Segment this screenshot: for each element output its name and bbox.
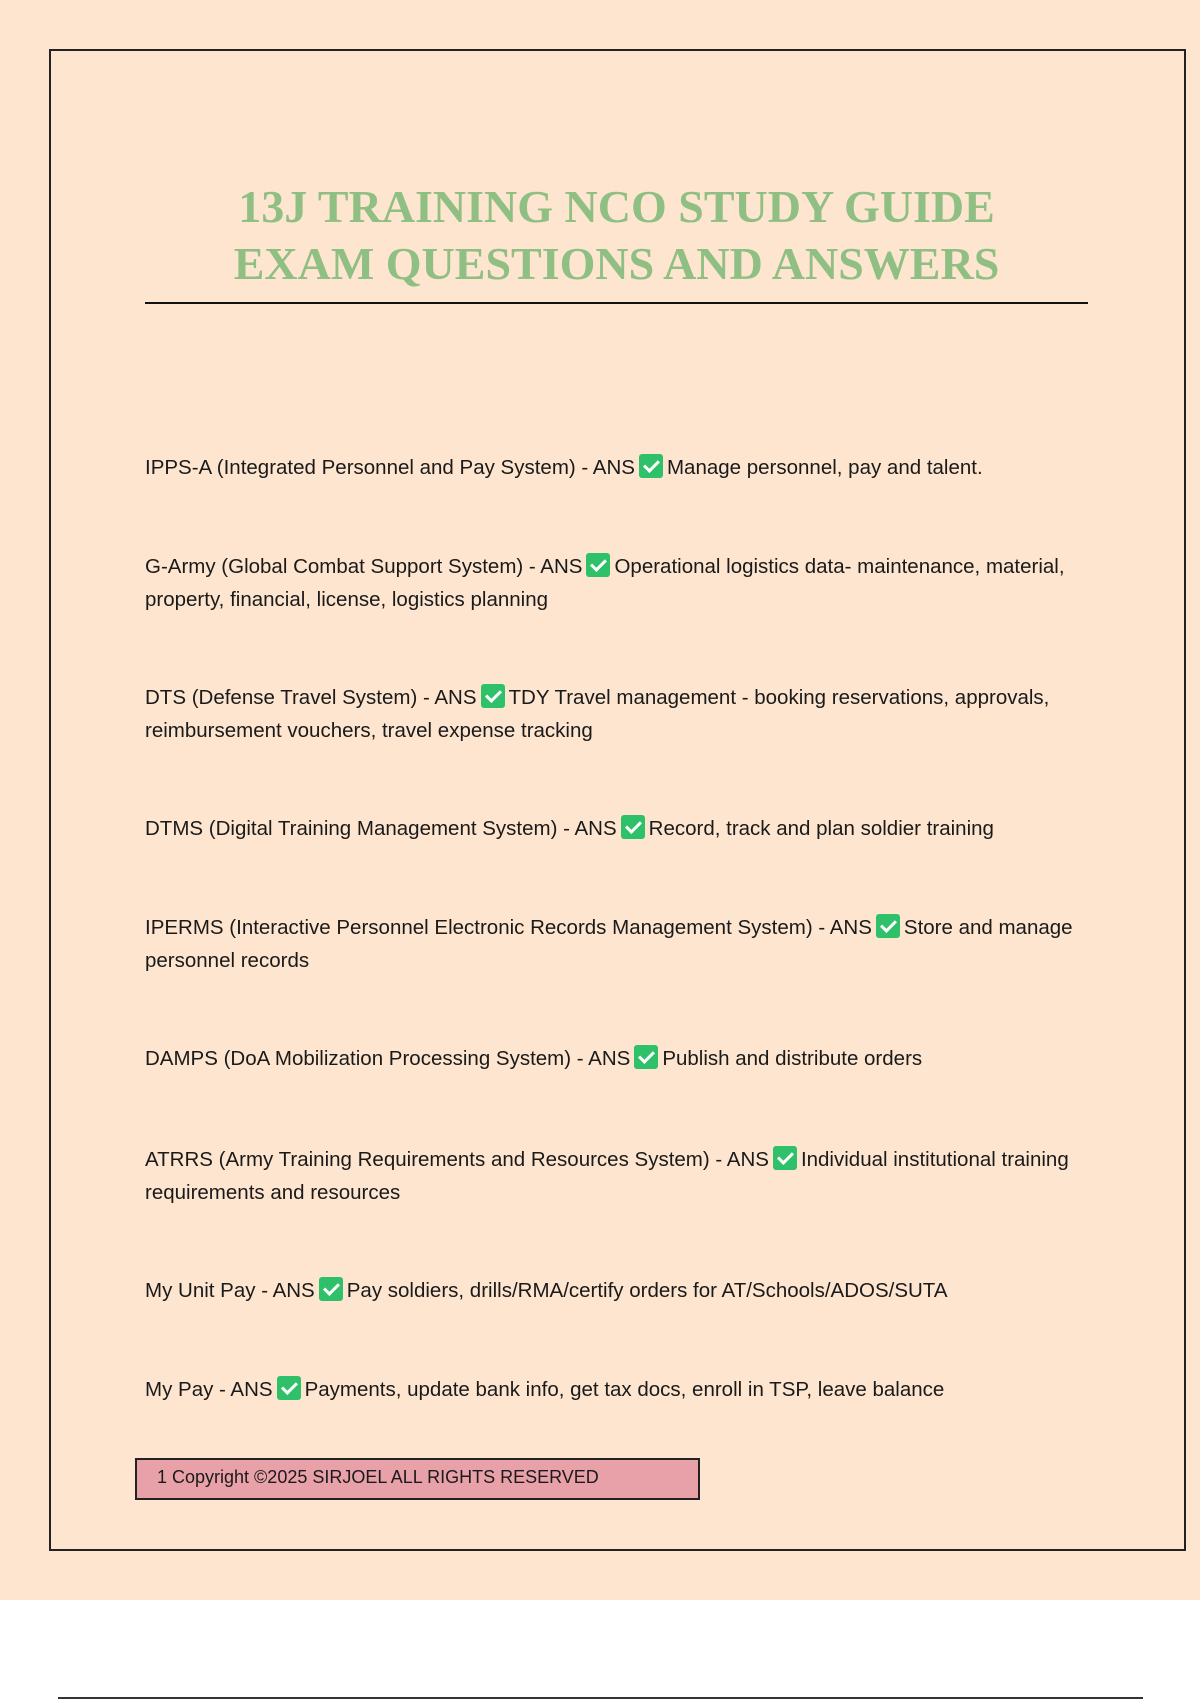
check-mark-icon: [481, 684, 505, 708]
page-bottom-divider: [58, 1697, 1143, 1699]
qa-question: IPPS-A (Integrated Personnel and Pay System) - ANS: [145, 456, 635, 479]
qa-item: [145, 1042, 1085, 1075]
qa-answer: TDY Travel management - booking reservations, approvals, reimbursement vouchers, travel expense tracking: [145, 686, 1050, 742]
qa-item: [145, 550, 1085, 616]
qa-question: IPERMS (Interactive Personnel Electronic Records Management System) - ANS: [145, 916, 872, 939]
qa-answer: Publish and distribute orders: [662, 1047, 923, 1070]
qa-item: [145, 451, 1085, 484]
check-mark-icon: [639, 454, 663, 478]
qa-item: [145, 911, 1085, 977]
qa-answer: Individual institutional training requirements and resources: [145, 1148, 1069, 1204]
qa-item: [145, 1373, 1085, 1406]
qa-question: DTMS (Digital Training Management System) - ANS: [145, 817, 617, 840]
title-line-1: 13J TRAINING NCO STUDY GUIDE: [238, 181, 995, 232]
check-mark-icon: [319, 1277, 343, 1301]
qa-answer: Record, track and plan soldier training: [648, 817, 994, 840]
qa-answer: Pay soldiers, drills/RMA/certify orders for AT/Schools/ADOS/SUTA: [346, 1279, 948, 1302]
title-underline: [145, 302, 1088, 304]
qa-question: My Pay - ANS: [145, 1378, 273, 1401]
check-mark-icon: [634, 1045, 658, 1069]
qa-question: G-Army (Global Combat Support System) - ANS: [145, 555, 583, 578]
check-mark-icon: [277, 1376, 301, 1400]
qa-question: DTS (Defense Travel System) - ANS: [145, 686, 477, 709]
qa-question: ATRRS (Army Training Requirements and Resources System) - ANS: [145, 1148, 769, 1171]
qa-item: [145, 1274, 1085, 1307]
qa-item: [145, 1143, 1085, 1209]
qa-question: My Unit Pay - ANS: [145, 1279, 315, 1302]
check-mark-icon: [586, 553, 610, 577]
check-mark-icon: [773, 1146, 797, 1170]
check-mark-icon: [621, 815, 645, 839]
qa-answer: Store and manage personnel records: [145, 916, 1073, 972]
qa-item: [145, 681, 1085, 747]
copyright-footer: 1 Copyright ©2025 SIRJOEL ALL RIGHTS RESERVED: [135, 1458, 700, 1500]
qa-answer: Operational logistics data- maintenance, material, property, financial, license, logistics planning: [145, 555, 1065, 611]
check-mark-icon: [876, 914, 900, 938]
document-title: [145, 178, 1088, 292]
qa-answer: Payments, update bank info, get tax docs, enroll in TSP, leave balance: [304, 1378, 945, 1401]
qa-answer: Manage personnel, pay and talent.: [666, 456, 983, 479]
qa-question: DAMPS (DoA Mobilization Processing System) - ANS: [145, 1047, 631, 1070]
qa-item: [145, 812, 1085, 845]
title-line-2: EXAM QUESTIONS AND ANSWERS: [233, 238, 1000, 289]
